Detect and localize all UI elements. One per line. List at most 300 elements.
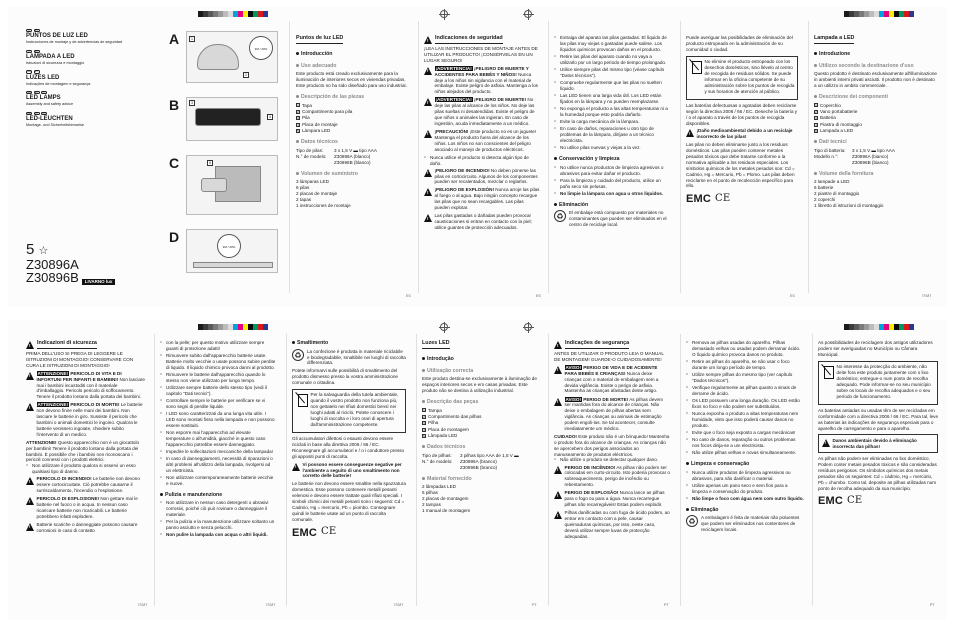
list-item: □ Las LED tienen una larga vida útil. Los LED están fijados en la lámpara y no pueden reemplazarse. [554, 93, 670, 105]
country-flag-icon: MT [34, 70, 39, 74]
caution-text: Este produto não é um brinquedo! Mantenha o produto fora do alcance de crianças. As crianças não se apercebem dos perigos associados ao manuseamento de produtos eléctricos. [554, 433, 670, 457]
pt-caution [554, 434, 670, 458]
color-swatch [909, 11, 914, 17]
pt-safety-heading: Indicações de segurança [565, 340, 629, 349]
supply-item: 6 batterie [814, 185, 834, 191]
it-caution [26, 440, 146, 464]
part-row [814, 122, 938, 128]
pt-safety-caps: ANTES DE UTILIZAR O PRODUTO LEIA O MANUAL DE MONTAGEM! GUARDE-O CUIDADOSAMENTE! [554, 351, 664, 363]
it-glove-warning [26, 522, 146, 534]
ce-mark: CE [847, 495, 863, 507]
figure-b-letter: B [169, 97, 180, 113]
it-supply-list [814, 179, 938, 208]
language-subtitle: Assembly and safety advice [26, 102, 74, 107]
pt-glove-warning [554, 510, 670, 539]
fire-title: PERIGO DE INCÊNDIO! [564, 464, 616, 470]
es-env-warning [686, 128, 798, 140]
callout-1: 1 [189, 36, 195, 42]
pt-explosion-warning [554, 490, 670, 508]
callout-2: 2 [243, 72, 249, 78]
part-number: 4 [815, 122, 817, 127]
supply-item: 2 placas de montagem [422, 495, 469, 501]
it-fire-warning [26, 476, 146, 494]
ce-mark: CE [715, 192, 731, 204]
supply-item: 2 lampade a LED [814, 179, 850, 185]
page-number: IT/MT [394, 603, 404, 608]
it-title: Lampada a LED [814, 35, 854, 44]
emc-logo: EMC [818, 495, 844, 508]
flag-row [26, 70, 156, 73]
warning-icon [26, 403, 34, 411]
page-number: PT [664, 603, 669, 608]
it-use-heading: Utilizzo secondo la destinazione d'uso [819, 62, 914, 69]
callout-3: 3 [189, 100, 195, 106]
language-subtitle: Instrucciones de montaje y de advertencias de seguridad [26, 40, 123, 45]
part-number: 4 [423, 427, 425, 432]
part-row [814, 109, 938, 115]
it-weee-text: Per la salvaguardia della tutela ambientale, quando il vostro prodotto non funziona più, non gettatelo nei rifiuti domestici bensì nei luoghi adatti al riciclo. Potete conoscere i luoghi di raccolta e i loro orari di apertura dall'amministrazione competente. [310, 392, 399, 427]
warning-label: ¡ADVERTENCIA! [435, 65, 472, 71]
explosion-title: PERICOLO DI ESPLOSIONE! [36, 496, 100, 502]
explosion-text: Nunca arroje las pilas al fuego o al agua. Bajo ningún concepto recargue las pilas que no sean recargables. Las pilas pueden explotar. [434, 187, 540, 211]
country-flag-icon: AT [35, 111, 38, 115]
recycle-icon: ♻ [686, 515, 698, 527]
part-label: Lâmpada LED [428, 433, 458, 439]
crossed-bin-icon [690, 59, 702, 73]
supply-item: 3 lámparas LED [296, 179, 329, 185]
env-title: Vi possono essere conseguenze negative per l'ambiente a seguito di uno smaltimento non corretto delle batterie! [302, 461, 402, 479]
it-tech-heading: Dati tecnici [819, 139, 847, 146]
warning-icon [292, 463, 300, 471]
part-label: Placa de montagem [428, 426, 469, 432]
list-item: □ Non esporre mai l'apparecchio ad elevate temperature o all'umidità, giacché in questo caso l'apparecchio potrebbe essere danneggiato. [160, 430, 276, 448]
country-flag-icon: IT [27, 29, 31, 32]
it-safety-heading: Indicazioni di sicurezza [37, 340, 97, 349]
es-battery-text: Las baterías defectuosas o agotadas deben reciclarse según la directiva 2006 / 66 / EC. Deseche la batería y / o el aparato a través de los puntos de recogida disponibles. [686, 102, 798, 126]
part-row [422, 427, 538, 433]
lamp-illustration [197, 44, 239, 70]
country-flag-icon: GB [27, 90, 31, 94]
fire-title: PERICOLO DI INCENDIO! [36, 476, 92, 482]
warning-icon [554, 366, 562, 374]
list-item: □ Verifique regularmente as pilhas quanto a sinais de derrame de ácido. [686, 385, 804, 397]
it-env-text: Le batterie non devono essere smaltite nella spazzatura domestica. Esse possono contenere metalli pesanti velenosi e devono essere trattate quali rifiuti speciali. I simboli chimici dei metalli pesanti sono i seguenti: Cd = Cadmio, Hg = mercurio, Pb = piombo. Consegnare quindi le batterie usate ad un punto di raccolta comunale. [292, 481, 406, 522]
list-item: □ I LED sono caratterizzati da una lunga vita utile. I LED sono montati fisso nella lampada e non possono essere sostituiti. [160, 411, 276, 429]
figure-d [169, 229, 278, 273]
page-number: IT/MT [922, 294, 932, 299]
tech-key: Modello n.°: [814, 153, 839, 159]
warning-icon [554, 398, 562, 406]
flag-row [26, 112, 156, 115]
es-env-text: Las pilas no deben eliminarse junto a los residuos domésticos. Las pilas pueden contener metales pesados tóxicos que debe tratarse conforme a la normativa aplicable a los residuos especiales. Los símbolos químicos de los metales pesados son: Cd = Cadmio, Hg = Mercurio, Pb = Plomo. Las pilas deben reciclarse en el punto de recolección específico para ello. [686, 142, 795, 189]
language-block [26, 50, 156, 66]
es-disposal-column [686, 35, 798, 297]
registration-mark [440, 10, 448, 18]
list-item: □ Não utilize pilhas velhas e novas simultaneamente. [686, 450, 804, 456]
it-weee-box [292, 389, 406, 433]
model-number-b: Z30896B [26, 270, 79, 286]
figure-c-letter: C [169, 155, 180, 171]
warning-icon [424, 169, 432, 177]
language-subtitle: Indicações de montagem e segurança [26, 81, 91, 86]
page-number: PT [532, 603, 537, 608]
color-bar-left [198, 324, 268, 330]
tech-key: Tipo de pilas: [296, 147, 324, 153]
part-row [296, 103, 408, 109]
part-row [296, 128, 408, 134]
fire-text: As pilhas não podem ser colocadas em curto-circuito. Isto poderia provocar o sobreaquecimento, perigo de incêndio ou rebentamento. [564, 464, 670, 488]
part-row [296, 115, 408, 121]
es-weee-text: No elimine el producto estropeado con los desechos domésticos, sino llévelo al centro de recogida de residuos sólidos. Se puede informar en la oficina competente de su administración sobre los puntos de recogida y sus horarios de atención al público. [704, 59, 795, 94]
part-row [422, 420, 538, 426]
warning-title: PERICOLO DI VITA E DI INFORTUNI PER INFANTI E BAMBINI! [36, 370, 122, 382]
it-battery-text: Gli accumulatori difettosi o esausti devono essere riciclati in base alla direttiva 2006 / 66 / EC. Riconsegnare gli accumulatori e / o i conduttore presso gli appositi punti di raccolta. [292, 436, 405, 459]
supply-item: 2 lâmpadas LED [422, 484, 456, 490]
it-safety-column [26, 340, 146, 606]
pt-weee-text: No interesse da protecção do ambiente, não deite fora este produto juntamente com o lixo doméstico; entregue-o num ponto de recolha adequado. Pode informar-se no seu município sobre os locais de recolha adequados e o seu período de funcionamento. [836, 364, 931, 399]
color-bar-right [844, 324, 914, 330]
tech-value: Z30896B (bianco) [852, 159, 889, 165]
pt-care-column [686, 340, 804, 606]
pt-tech-heading: Dados técnicos [427, 444, 466, 451]
it-care-heading: Pulizia e manutenzione [165, 491, 223, 498]
model-block [26, 242, 115, 285]
list-item: □ Controllare sempre le batterie per verificare se vi sono segni di perdite liquide. [160, 398, 276, 410]
part-number: 5 [815, 129, 817, 134]
warning-label: ¡ADVERTENCIA! [435, 97, 472, 103]
emc-logo: EMC [686, 193, 712, 206]
list-item: □ Compruebe regularmente que las pilas no suelten líquido. [554, 80, 670, 92]
pt-battery-text: As baterias antiadas ou usadas têm de ser recicladas em conformidade com a directiva 2006 / 66 / EC. Para tal, leve as baterias às indicações de segurança especiais para o aparelho de carregamento e para o aparelho. [818, 407, 939, 431]
part-number: 2 [297, 109, 299, 114]
it-disposal-column [292, 340, 406, 606]
list-item: □ Extraiga del aparato las pilas gastadas. El líquido de las pilas muy viejas o gastadas puede salirse. Los líquidos químicos provocan daños en el producto. [554, 35, 670, 53]
es-intro-column [296, 35, 411, 299]
warning-icon [26, 372, 34, 380]
pt-bullet-damage: □ Não utilize o produto se detectar qualquer dano. [554, 457, 670, 463]
list-item: □ Non utilizzare in nessun caso detergenti o abrasivi corrosivi, poiché ciò può rovinare o danneggiare il materiale. [160, 500, 276, 518]
list-item: □ Per la pulizia e la manutenzione utilizzare soltanto un panno asciutto e senza pelucchi. [160, 519, 276, 531]
part-row [422, 408, 538, 414]
part-label: Batteria [820, 115, 836, 121]
pt-fire-warning [554, 465, 670, 489]
tech-value: Z30896A (bianco) [852, 153, 889, 159]
figure-a-note: 3M / 20% [254, 47, 268, 51]
magnify-detail-d [217, 234, 241, 258]
page-number: IT/MT [266, 603, 276, 608]
tech-value: Z30896A (branco) [460, 458, 497, 464]
page-number: IT/MT [138, 603, 148, 608]
part-row [814, 115, 938, 121]
part-row [422, 414, 538, 420]
it-disposal-text: La confezione è prodotta in materiale riciclabile e biodegradabile, smaltibile nei luoghi di raccolta differenziata. [307, 348, 406, 366]
glove-text: Batterie scariche o danneggiate possono causare corrosioni in caso di contatto [36, 521, 138, 533]
part-number: 5 [297, 129, 299, 134]
emc-mark [292, 526, 406, 540]
it-safety-list [160, 340, 276, 487]
language-block [26, 91, 156, 107]
flag-row [26, 29, 156, 32]
warning-text: As pilhas devem ser mantidas fora do alcance de crianças. Não deixe o embalagem de pilhas abertas sem vigilância. As crianças ou animais de estimação podem engoli-las. Se tal acontecer, consulte imediatamente um médico. [564, 396, 663, 431]
explosion-title: ¡PELIGRO DE EXPLOSIÓN! [434, 187, 494, 193]
es-care-column [554, 35, 670, 297]
pt-warning-death [554, 397, 670, 432]
supply-item: 2 piastre di montaggio [814, 190, 860, 196]
it-parts-heading: Descrizione dei componenti [819, 93, 888, 100]
es-disposal-text: El embalaje está compuesto por materiales no contaminantes que pueden ser eliminados en el centro de reciclaje local. [569, 210, 667, 228]
supply-item: 6 pilas [296, 185, 310, 191]
pt-supply-list [422, 484, 538, 513]
es-care-list [554, 165, 670, 190]
crossed-bin-icon [296, 392, 308, 406]
list-item: □ No utilice nunca productos de limpieza agresivos o abrasivos para evitar dañar el producto. [554, 165, 670, 177]
color-swatch [909, 324, 914, 330]
page-number: ES [536, 294, 541, 299]
list-item: □ Remova as pilhas usadas do aparelho. Pilhas demasiado velhas ou usadas podem derramar ácido. O líquido químico provoca danos no produto. [686, 340, 804, 358]
caution-title: ¡PRECAUCIÓN! [434, 128, 469, 134]
list-item: □ Evite que o foco seja exposto a cargas mecânicas! [686, 430, 804, 436]
pt-use-heading: Utilização correcta [427, 367, 474, 374]
pt-weee-box [818, 361, 938, 405]
list-item: □ Para la limpieza y cuidado del producto, utilice un paño seco sin pelusas. [554, 178, 670, 190]
it-warning-children [26, 371, 146, 400]
es-glove-warning [424, 213, 540, 231]
page-number: ES [790, 294, 795, 299]
it-care-list [160, 500, 276, 531]
glove-text: Pilhas danificadas ou com fuga de ácido podem, ao entrar em contacto com a pele, causar queimaduras químicas, por isso, neste caso, deverá utilizar sempre luvas de protecção adequadas. [564, 510, 670, 539]
ce-mark: CE [321, 526, 337, 538]
env-title: Danos ambientais devido à eliminação incorrecta das pilhas! [832, 437, 917, 449]
part-number: 1 [423, 408, 425, 413]
es-parts-list [296, 103, 408, 135]
color-bar-right [844, 11, 914, 17]
language-title: LUZES LED [26, 74, 60, 81]
list-item: □ Retire as pilhas do aparelho, se não usar o foco durante um longo período de tempo. [686, 359, 804, 371]
warning-text: No deje las pilas al alcance de los niños. No deje las pilas sueltas ni desatendidas. Existe el peligro de que niños o animales las ingieran. En caso de ingestión, acuda inmediatamente a un médico. [434, 97, 535, 126]
fire-text: Le batterie non devono essere cortocircuitate. Ciò potrebbe causarne il surriscaldamento, l'incendio o l'esplosione. [36, 476, 140, 494]
warning-icon [822, 439, 830, 447]
list-item: □ En caso de daños, reparaciones u otro tipo de problemas de la lámpara, diríjase a un técnico electricista. [554, 126, 670, 144]
part-number: 3 [297, 116, 299, 121]
supply-item: 2 tampas [422, 501, 441, 507]
battery-compartment [195, 108, 261, 126]
magnify-detail [249, 36, 273, 60]
list-item: □ Non utilizzare contemporaneamente batterie vecchie e nuove. [160, 475, 276, 487]
figure-a-letter: A [169, 31, 180, 47]
country-flag-icon: CY [42, 90, 46, 94]
part-label: Pila [302, 115, 310, 121]
registration-mark [524, 10, 532, 18]
part-label: Lámpara LED [302, 128, 331, 134]
list-item: □ Utilize sempre pilhas do mesmo tipo (ver capítulo "Dados técnicos"). [686, 372, 804, 384]
it-intro-heading: Introduzione [819, 50, 851, 57]
language-title: PUNTOS DE LUZ LED [26, 33, 88, 40]
color-swatch [263, 324, 268, 330]
figure-d-letter: D [169, 229, 180, 245]
supply-item: 6 pilhas [422, 490, 438, 496]
pt-tech-table [422, 453, 538, 471]
callout-5: 5 [207, 160, 213, 166]
es-supply-heading: Volumen de suministro [301, 170, 358, 177]
hand-illustration [201, 178, 227, 192]
warning-icon [424, 36, 432, 44]
list-item: □ Rimuovere subito dall'apparecchio batterie usate. Batterie molto vecchie o usate possono subire perdite di liquido. Il liquido chimico provoca danni al prodotto. [160, 353, 276, 371]
supply-item: 1 instrucciones de montaje [296, 202, 351, 208]
it-env-warning [292, 462, 406, 480]
part-number: 1 [815, 103, 817, 108]
tech-key [814, 160, 850, 166]
tech-value: 3 x 1,5 V ▬ tipo AAA [852, 147, 895, 153]
list-item: □ Utilize apenas um pano seco e sem fios para a limpeza e conservação do produto. [686, 483, 804, 495]
it-disposal-community: Potete informarvi sulle possibilità di smaltimento del prodotto dismesso presso la vostra amministrazione comunale o cittadina. [292, 368, 398, 386]
fire-text: No deben ponerse las pilas en cortocircuito. Algunos de los componentes pueden ser recalentados, mezclar o reglarlos. [434, 167, 538, 185]
page-number: PT [930, 603, 935, 608]
es-supply-list [296, 179, 408, 208]
es-safety-caps: ¡LEA LAS INSTRUCCIONES DE MONTAJE ANTES DE UTILIZAR EL PRODUCTO! ¡CONSÉRVELAS EN UN LUGAR SEGURO! [424, 46, 538, 63]
it-use-text: Questo prodotto è destinato esclusivamente all'illuminazione in ambienti interni privati asciutti. Il prodotto non è destinato a un utilizzo in ambito commerciale. [814, 71, 937, 88]
brand-logo: LIVARNO lux [82, 279, 116, 285]
es-tech-heading: Datos técnicos [301, 139, 338, 146]
warning-icon [554, 341, 562, 349]
part-number: 1 [297, 103, 299, 108]
list-item: □ Evite la carga mecánica de la lámpara. [554, 119, 670, 125]
warning-title: ¡PELIGRO DE MUERTE Y ACCIDENTES PARA BEBÉS Y NIÑOS! [434, 65, 529, 77]
es-fire-warning [424, 168, 540, 186]
country-flag-icon: CH [42, 111, 46, 115]
part-label: Lampada a LED [820, 128, 854, 134]
es-safety-list [554, 35, 670, 151]
explosion-text: Nunca lance as pilhas para o fogo ou para a água. Nunca recarregue pilhas não recarregáveis! Estas podem explodir. [564, 490, 665, 508]
model-size: 5 [26, 241, 35, 258]
caution-title: ATTENZIONE! [26, 439, 57, 445]
warning-label: AVISO! [565, 396, 581, 402]
callout-4: 4 [267, 114, 273, 120]
part-row [814, 128, 938, 134]
pt-care-bold: □ Não limpe o foco com água nem com outro líquido. [686, 496, 804, 502]
glove-text: Las pilas gastadas o dañadas pueden provocar causticaciones si entran en contacto con la piel; utilice guantes de protección adecuados. [434, 213, 532, 230]
part-row [296, 122, 408, 128]
it-parts-list [814, 103, 938, 135]
it-bullet-damage: □ Non utilizzare il prodotto qualora si osservi un esso qualsiasi tipo di danno. [26, 463, 146, 475]
star-icon: ☆ [38, 245, 49, 257]
list-item: □ con la pelle; per questo motivo utilizzare sempre guanti di protezione adatti! [160, 340, 276, 352]
warning-text: Le batterie non devono finire nelle mani dei bambini. Non lasciare le batterie in giro. Sussiste il pericolo che bambini o animali domestici le ingoino. Qualora le batterie venissero ingoiate, chiedere subito l'intervento di un medico. [36, 402, 143, 437]
es-safety-column [424, 35, 540, 297]
it-intro-column [814, 35, 938, 297]
country-flag-icon: MT [34, 29, 39, 32]
supply-item: 1 manual de montagem [422, 507, 471, 513]
pt-intro-heading: Introdução [427, 355, 454, 362]
es-caution [424, 129, 540, 153]
es-disposal-heading: Eliminación [559, 201, 589, 208]
it-care-bold: □ Non pulire la lampada con acqua o altri liquidi. [160, 532, 276, 538]
warning-icon [424, 67, 432, 75]
pt-care-list [686, 470, 804, 495]
part-row [422, 433, 538, 439]
es-use-text: Este producto está creado exclusivamente para la iluminación de interiores secos en viviendas privadas. Este producto no ha sido diseñado para uso industrial. [296, 71, 407, 88]
pt-safety-list [686, 340, 804, 456]
crossed-bin-icon [822, 364, 834, 378]
pt-warning-children [554, 365, 670, 394]
list-item: □ Retire las pilas del aparato cuando no vaya a utilizarlo por un largo periodo de tiempo prolongado. [554, 54, 670, 66]
es-bullet-damage: □ Nunca utilice el producto si detecta algún tipo de daño. [424, 155, 540, 167]
emc-mark [686, 192, 798, 206]
es-safety-heading: Indicaciones de seguridad [435, 35, 503, 44]
pt-safety-column [554, 340, 670, 606]
fire-title: ¡PELIGRO DE INCENDIO! [434, 167, 490, 173]
it-safety-caps: PRIMA DELL'USO SI PREGA DI LEGGERE LE ISTRUZIONI DI MONTAGGIO! CONSERVARE CON CURA LE ISTRUZIONI DI MONTAGGIO! [26, 351, 134, 368]
language-block [26, 112, 156, 128]
es-weee-box [686, 56, 798, 100]
warning-icon [424, 214, 432, 222]
es-tech-table [296, 148, 408, 166]
bottom-spread [8, 320, 946, 620]
tech-value: 3 pilhas tipo AAA de 1,5 V ▬ [460, 452, 519, 458]
caution-text: Questo apparecchio non è un giocattolo per bambini! Tenere il prodotto lontano dalla portata dei bambini. È possibile che i bambini non riconoscano i pericoli connessi con i prodotti elettrici. [26, 439, 140, 463]
country-flag-icon: MT [34, 90, 39, 94]
part-label: Pilha [428, 420, 439, 426]
it-supply-heading: Volume della fornitura [819, 170, 874, 177]
tech-key: Tipo di batteria: [814, 147, 846, 153]
warning-icon [26, 477, 34, 485]
part-row [296, 109, 408, 115]
language-block [26, 70, 156, 86]
model-number-a: Z30896A [26, 256, 79, 272]
part-label: Tampa [428, 407, 442, 413]
warning-text: Non lasciare mai i bambini incustoditi con il materiale d'imballaggio. Pericolo pericolo di soffocamento. Tenere il prodotto lontano dalla portata dei bambini. [36, 376, 145, 400]
country-flag-icon: GB [27, 70, 31, 74]
warning-label: ATTENZIONE! [37, 402, 69, 408]
pt-use-text: Este produto destina-se exclusivamente à iluminação de espaços interiores secos e em casas privadas. Este produto não se destina à utilização industrial. [422, 376, 537, 393]
top-spread [8, 7, 946, 307]
warning-icon [554, 511, 562, 519]
part-number: 3 [815, 116, 817, 121]
caution-title: CUIDADO! [554, 433, 577, 439]
part-number: 2 [815, 109, 817, 114]
list-item: □ Utilizzare sempre batterie dello stesso tipo (vedi il capitolo "Dati tecnici"). [160, 385, 276, 397]
warning-text: Nunca deixe crianças com o material de embalagem sem a devida vigilância. Existe o perigo de asfixia. Mantenha as crianças afastadas deste artigo. [564, 370, 659, 394]
part-label: Compartimento para pila [302, 108, 353, 114]
pt-supply-heading: Material fornecido [427, 475, 472, 482]
pt-disposal-text: A embalagem é feita de materiais não poluentes que podem ser eliminados nos contentores de reciclagem locais. [701, 515, 800, 533]
explosion-text: Non gettare mai le batterie nel fuoco o in acqua. In nessun caso ricaricare batterie non ricaricabili. Le batterie potrebbero infatti esplodere. [36, 496, 138, 519]
it-warning-death [26, 402, 146, 437]
env-title: ¡Daño medioambiental debido a un reciclaje incorrecto de las pilas! [696, 128, 793, 140]
es-parts-heading: Descripción de las piezas [301, 93, 365, 100]
warning-icon [554, 466, 562, 474]
part-number: 3 [423, 421, 425, 426]
tech-key: N.° de modelo: [422, 458, 453, 464]
es-use-heading: Uso adecuado [301, 62, 337, 69]
warning-icon [26, 341, 34, 349]
pt-care-heading: Limpeza e conservação [691, 461, 750, 468]
warning-label: AVISO! [565, 364, 581, 370]
color-swatch [263, 11, 268, 17]
part-label: Compartimento das pilhas [428, 413, 482, 419]
list-item: □ Rimuovere le batterie dall'apparecchio quando lo stesso non viene utilizzato per lungo tempo. [160, 372, 276, 384]
flag-row [26, 50, 156, 53]
tech-key: Tipo de pilhas: [422, 452, 452, 458]
supply-item: 2 coperchi [814, 196, 836, 202]
pt-title: Luzes LED [422, 340, 450, 349]
part-number: 2 [423, 414, 425, 419]
list-item: □ No utilice pilas nuevas y viejas a la vez. [554, 145, 670, 151]
part-label: Tapa [302, 102, 312, 108]
part-number: 5 [423, 434, 425, 439]
it-explosion-warning [26, 496, 146, 520]
emc-mark [818, 494, 938, 508]
list-item: □ No caso de danos, reparação ou outros problemas nos focos dirija-se a um electricista. [686, 437, 804, 449]
